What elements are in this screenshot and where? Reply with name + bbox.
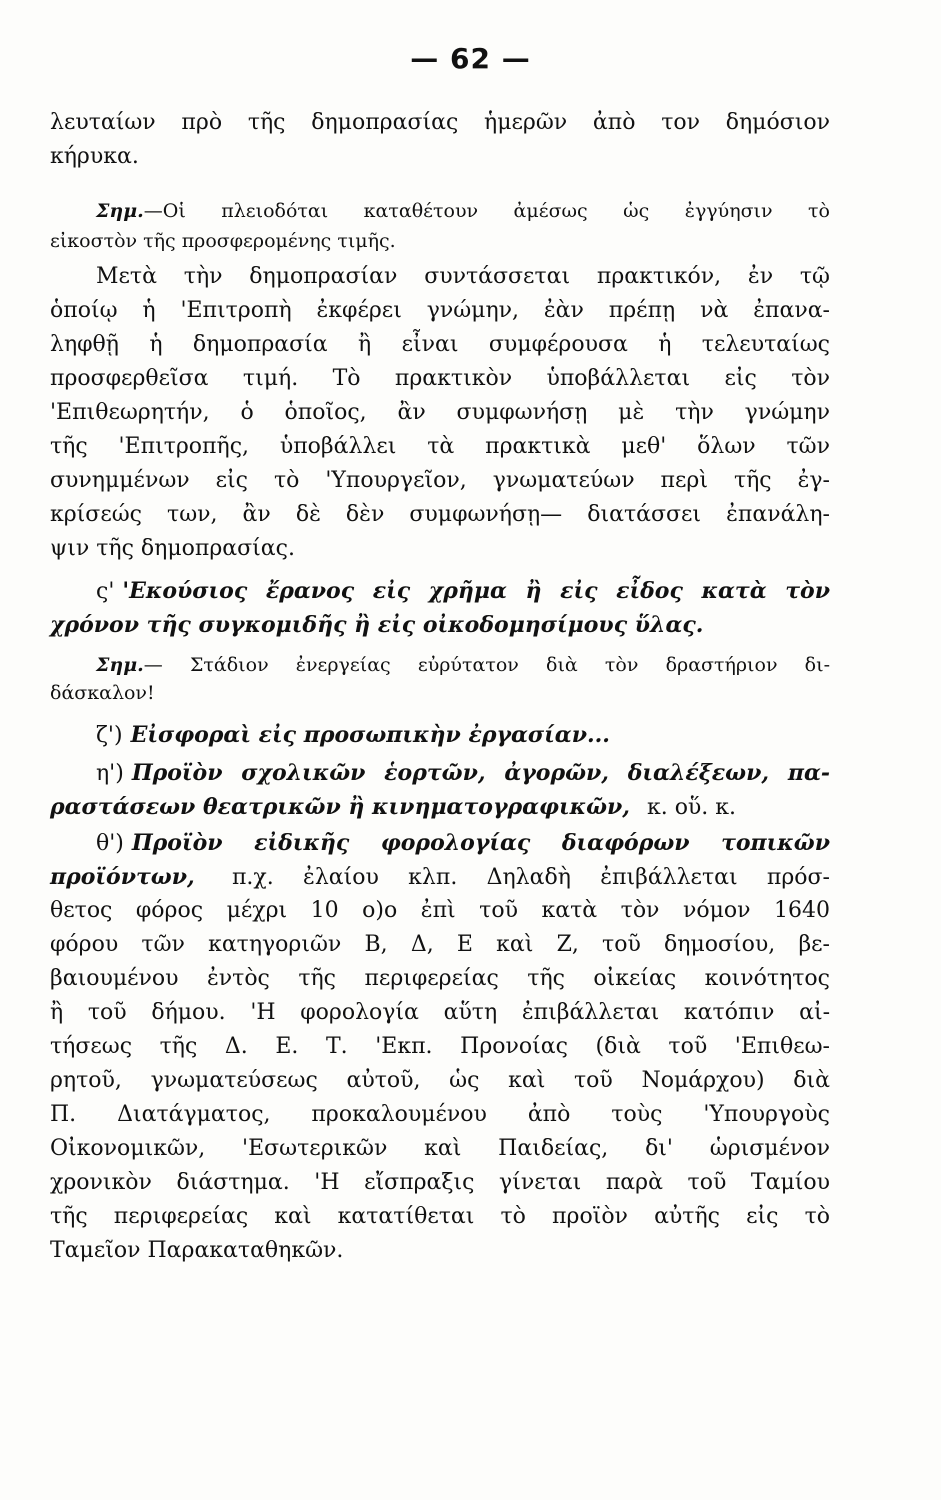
text-line: Οἰκονομικῶν, 'Εσωτερικῶν καὶ Παιδείας, δι' ὡρισμένον [50,1136,830,1161]
list-item-title-continued: χρόνον τῆς συγκομιδῆς ἢ εἰς οἰκοδομησίμους ὕλας. [50,612,704,638]
text-line: δάσκαλον! [50,682,155,704]
note-line [50,650,830,680]
paragraph-first-line: Μετὰ τὴν δημοπρασίαν συντάσσεται πρακτικόν, ἐν τῷ [96,264,830,289]
note-text: — Στάδιον ἐνεργείας εὐρύτατον διὰ τὸν δραστήριον δι- [143,654,830,676]
note-label: Σημ. [96,654,144,676]
list-item-heading [50,576,830,607]
text-line: τῆς 'Επιτροπῆς, ὑποβάλλει τὰ πρακτικὰ μεθ' ὅλων τῶν [50,434,830,459]
text-line: κήρυκα. [50,144,139,169]
list-item-number: θ') [96,831,124,856]
text-line [50,862,830,893]
list-item-number: ζ') [96,723,123,748]
list-item-title: Προϊὸν εἰδικῆς φορολογίας διαφόρων τοπικῶν [131,830,830,856]
list-item-title: Προϊὸν σχολικῶν ἑορτῶν, ἀγορῶν, διαλέξεων, πα- [131,760,830,786]
list-item-tail: κ. οὕ. κ. [646,795,737,820]
text-line: προσφερθεῖσα τιμή. Τὸ πρακτικὸν ὑποβάλλεται εἰς τὸν [50,366,830,391]
text-line: εἰκοστὸν τῆς προσφερομένης τιμῆς. [50,230,396,252]
text-line: ρητοῦ, γνωματεύσεως αὐτοῦ, ὡς καὶ τοῦ Νομάρχου) διὰ [50,1068,830,1093]
text-line: κρίσεώς των, ἂν δὲ δὲν συμφωνήσῃ— διατάσσει ἐπανάλη- [50,502,830,527]
list-item-title: προϊόντων, [50,864,195,890]
note-line [50,196,830,226]
list-item-number: ς' [96,579,115,604]
text-line: Ταμεῖον Παρακαταθηκῶν. [50,1238,344,1263]
list-item-tail: π.χ. ἐλαίου κλπ. Δηλαδὴ ἐπιβάλλεται πρόσ- [231,865,830,890]
list-item-title: Εἰσφοραὶ εἰς προσωπικὴν ἐργασίαν... [130,722,610,748]
text-line: συνημμένων εἰς τὸ 'Υπουργεῖον, γνωματεύων περὶ τῆς ἐγ- [50,468,830,493]
text-line: βαιουμένου ἐντὸς τῆς περιφερείας τῆς οἰκείας κοινότητος [50,966,830,991]
text-line: Π. Διατάγματος, προκαλουμένου ἀπὸ τοὺς 'Υπουργοὺς [50,1102,830,1127]
text-line: τῆς περιφερείας καὶ κατατίθεται τὸ προϊὸν αὐτῆς εἰς τὸ [50,1204,830,1229]
text-line: ψιν τῆς δημοπρασίας. [50,536,295,561]
list-item-title-continued [50,792,830,823]
text-line: λευταίων πρὸ τῆς δημοπρασίας ἡμερῶν ἀπὸ τον δημόσιον [50,110,830,135]
list-item-title: 'Εκούσιος ἔρανος εἰς χρῆμα ἢ εἰς εἶδος κατὰ τὸν [122,578,830,604]
text-line: θετος φόρος μέχρι 10 ο)ο ἐπὶ τοῦ κατὰ τὸν νόμον 1640 [50,898,830,923]
text-line: φόρου τῶν κατηγοριῶν Β, Δ, Ε καὶ Ζ, τοῦ δημοσίου, βε- [50,932,830,957]
list-item-heading [50,720,830,751]
note-label: Σημ. [96,200,144,222]
text-line: ἢ τοῦ δήμου. 'Η φορολογία αὕτη ἐπιβάλλεται κατόπιν αἰ- [50,1000,830,1025]
list-item-heading [50,758,830,789]
list-item-number: η') [96,761,124,786]
page-number: — 62 — [410,42,531,75]
note-text: —Οἱ πλειοδόται καταθέτουν ἀμέσως ὡς ἐγγύησιν τὸ [143,200,830,222]
text-line: τήσεως τῆς Δ. Ε. Τ. 'Εκπ. Προνοίας (διὰ τοῦ 'Επιθεω- [50,1034,830,1059]
list-item-title: ραστάσεων θεατρικῶν ἢ κινηματογραφικῶν, [50,794,630,820]
list-item-heading [50,828,830,859]
text-line: 'Επιθεωρητήν, ὁ ὁποῖος, ἂν συμφωνήσῃ μὲ τὴν γνώμην [50,400,830,425]
text-line: ληφθῇ ἡ δημοπρασία ἢ εἶναι συμφέρουσα ἡ τελευταίως [50,332,830,357]
text-line: ὁποίῳ ἡ 'Επιτροπὴ ἐκφέρει γνώμην, ἐὰν πρέπῃ νὰ ἐπανα- [50,298,830,323]
text-line: χρονικὸν διάστημα. 'Η εἴσπραξις γίνεται παρὰ τοῦ Ταμίου [50,1170,830,1195]
